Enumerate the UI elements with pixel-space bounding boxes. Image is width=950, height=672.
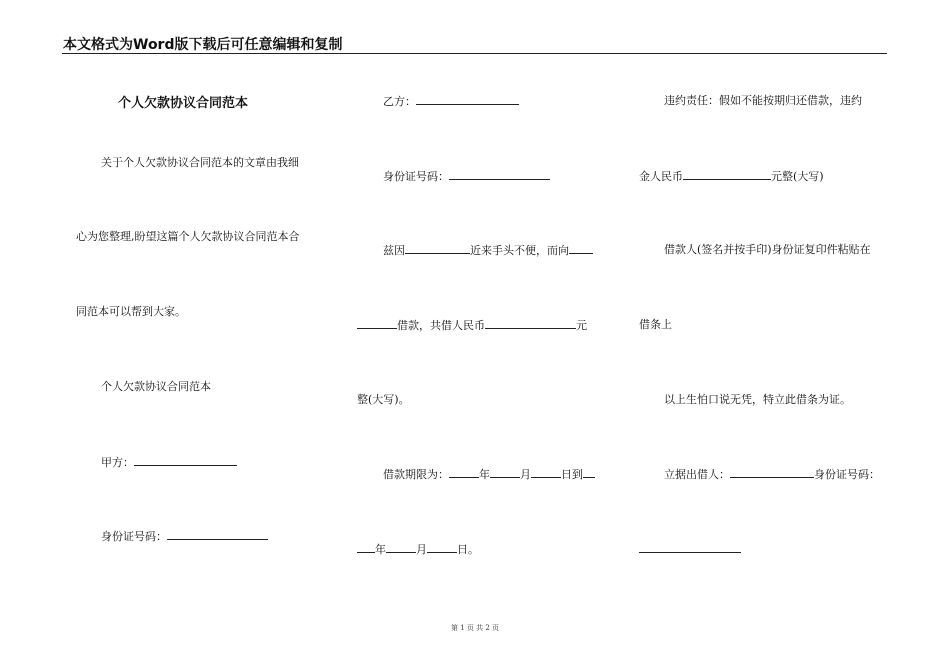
- start-day-blank: [531, 467, 561, 478]
- party-a-line: [101, 455, 237, 470]
- start-month-blank: [490, 467, 520, 478]
- lender-blank: [357, 318, 397, 329]
- reason-text: 近来手头不便，而向: [470, 244, 569, 257]
- amount-blank: [485, 318, 576, 329]
- fine-suffix: 元整(大写): [771, 170, 824, 183]
- year-label: 年: [479, 468, 490, 481]
- party-a-label: 甲方：: [101, 456, 134, 469]
- end-month-blank: [386, 542, 416, 553]
- header-rule: [62, 53, 887, 54]
- party-b-label: 乙方：: [383, 95, 416, 108]
- end-day-label: 日。: [457, 543, 479, 556]
- id-no-b-label: 身份证号码：: [383, 170, 449, 183]
- breach-line: 违约责任：假如不能按期归还借款，违约: [664, 94, 862, 107]
- end-year-blank-a: [583, 467, 595, 478]
- fine-blank: [683, 169, 771, 180]
- id-no-a-line: [101, 529, 268, 544]
- section-subtitle: 个人欠款协议合同范本: [101, 380, 211, 393]
- day-to-label: 日到: [561, 468, 583, 481]
- fine-prefix: 金人民币: [639, 170, 683, 183]
- intro-line-1: 关于个人欠款协议合同范本的文章由我细: [101, 156, 299, 169]
- borrow-line: [357, 318, 587, 333]
- intro-line-2: 心为您整理,盼望这篇个人欠款协议合同范本合: [76, 230, 300, 243]
- id-no-b-line: [383, 169, 550, 184]
- witness-id-line: [639, 542, 741, 557]
- page-footer: 第 1 页 共 2 页: [450, 624, 500, 632]
- reason-blank-2: [569, 243, 593, 254]
- sign-line-2: 借条上: [639, 318, 672, 331]
- period-end-line: [357, 542, 479, 557]
- start-year-blank: [449, 467, 479, 478]
- end-year-label: 年: [375, 543, 386, 556]
- party-a-blank: [134, 455, 237, 466]
- witness-id-label: 身份证号码：: [814, 468, 880, 481]
- end-year-blank: [357, 542, 375, 553]
- fine-line: [639, 169, 824, 184]
- witness-id-blank: [639, 542, 741, 553]
- caps-line: 整(大写)。: [357, 393, 410, 406]
- reason-blank-1: [405, 243, 470, 254]
- party-b-line: [383, 94, 519, 109]
- id-no-a-label: 身份证号码：: [101, 530, 167, 543]
- sign-line: 借款人(签名并按手印)身份证复印件粘贴在: [664, 243, 871, 256]
- id-no-b-blank: [449, 169, 550, 180]
- month-label: 月: [520, 468, 531, 481]
- end-month-label: 月: [416, 543, 427, 556]
- reason-line: [383, 243, 593, 258]
- period-label: 借款期限为：: [383, 468, 449, 481]
- proof-line: 以上生怕口说无凭，特立此借条为证。: [664, 393, 851, 406]
- borrow-text: 借款，共借人民币: [397, 319, 485, 332]
- witness-label: 立据出借人：: [664, 468, 730, 481]
- period-line: [383, 467, 595, 482]
- end-day-blank: [427, 542, 457, 553]
- witness-blank: [730, 467, 814, 478]
- reason-prefix: 兹因: [383, 244, 405, 257]
- id-no-a-blank: [167, 529, 268, 540]
- header-title: 本文格式为Word版下载后可任意编辑和复制: [63, 37, 343, 53]
- doc-title: 个人欠款协议合同范本: [118, 96, 249, 111]
- intro-line-3: 同范本可以帮到大家。: [76, 305, 186, 318]
- party-b-blank: [416, 94, 519, 105]
- borrow-unit: 元: [576, 319, 587, 332]
- witness-line: [664, 467, 880, 482]
